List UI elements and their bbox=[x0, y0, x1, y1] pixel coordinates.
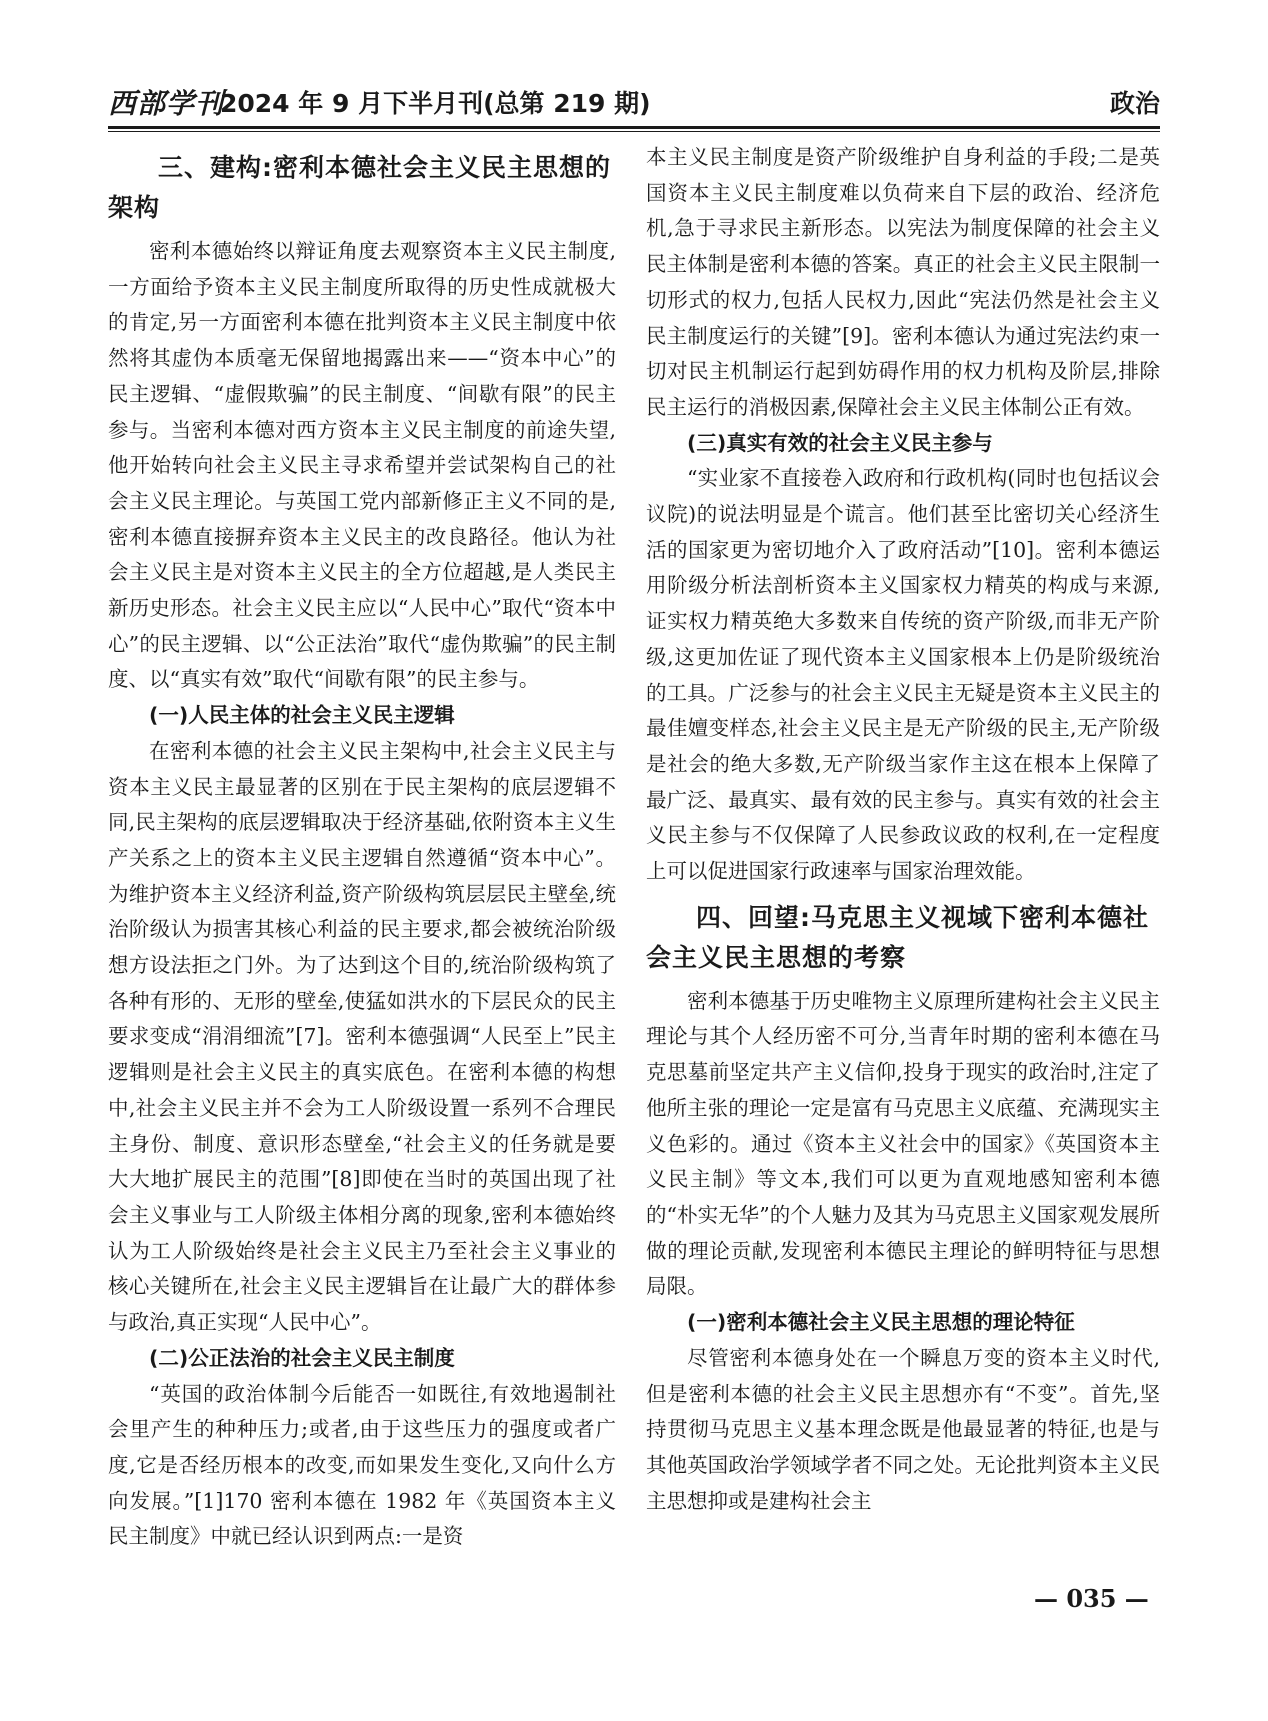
header-rule bbox=[108, 126, 1160, 129]
subsection-heading: (三)真实有效的社会主义民主参与 bbox=[687, 430, 993, 455]
right-column bbox=[646, 140, 1160, 1519]
paragraph: 在密利本德的社会主义民主架构中,社会主义民主与资本主义民主最显著的区别在于民主架构的底层逻辑不同,民主架构的底层逻辑取决于经济基础,依附资本主义生产关系之上的资本主义民主逻辑自然遵循“资本中心”。为维护资本主义经济利益,资产阶级构筑层层民主壁垒,统治阶级认为损害其核心利益的民主要求,都会被统治阶级想方设法拒之门外。为了达到这个目的,统治阶级构筑了各种有形的、无形的壁垒,使猛如洪水的下层民众的民主要求变成“涓涓细流”[7]。密利本德强调“人民至上”民主逻辑则是社会主义民主的真实底色。在密利本德的构想中,社会主义民主并不会为工人阶级设置一系列不合理民主身份、制度、意识形态壁垒,“社会主义的任务就是要大大地扩展民主的范围”[8]即使在当时的英国出现了社会主义事业与工人阶级主体相分离的现象,密利本德始终认为工人阶级始终是社会主义民主乃至社会主义事业的核心关键所在,社会主义民主逻辑旨在让最广大的群体参与政治,真正实现“人民中心”。 bbox=[108, 738, 616, 1335]
paragraph-continued: 本主义民主制度是资产阶级维护自身利益的手段;二是英国资本主义民主制度难以负荷来自下层的政治、经济危机,急于寻求民主新形态。以宪法为制度保障的社会主义民主体制是密利本德的答案。真正的社会主义民主限制一切形式的权力,包括人民权力,因此“宪法仍然是社会主义民主制度运行的关键”[9]。密利本德认为通过宪法约束一切对民主机制运行起到妨碍作用的权力机构及阶层,排除民主运行的消极因素,保障社会主义民主体制公正有效。 bbox=[646, 145, 1160, 419]
paragraph: “英国的政治体制今后能否一如既往,有效地遏制社会里产生的种种压力;或者,由于这些压力的强度或者广度,它是否经历根本的改变,而如果发生变化,又向什么方向发展。”[1]170 密利本德在 1982 年《英国资本主义民主制度》中就已经认识到两点:一是资 bbox=[108, 1381, 616, 1549]
paragraph: 尽管密利本德身处在一个瞬息万变的资本主义时代,但是密利本德的社会主义民主思想亦有“不变”。首先,坚持贯彻马克思主义基本理念既是他最显著的特征,也是与其他英国政治学领域学者不同之处。无论批判资本主义民主思想抑或是建构社会主 bbox=[646, 1345, 1160, 1513]
journal-logo: 西部学刊 bbox=[108, 87, 225, 120]
issue-info: 2024 年 9 月下半月刊(总第 219 期) bbox=[220, 89, 651, 118]
paragraph: 密利本德始终以辩证角度去观察资本主义民主制度,一方面给予资本主义民主制度所取得的历史性成就极大的肯定,另一方面密利本德在批判资本主义民主制度中依然将其虚伪本质毫无保留地揭露出来——“资本中心”的民主逻辑、“虚假欺骗”的民主制度、“间歇有限”的民主参与。当密利本德对西方资本主义民主制度的前途失望,他开始转向社会主义民主寻求希望并尝试架构自己的社会主义民主理论。与英国工党内部新修正主义不同的是,密利本德直接摒弃资本主义民主的改良路径。他认为社会主义民主是对资本主义民主的全方位超越,是人类民主新历史形态。社会主义民主应以“人民中心”取代“资本中心”的民主逻辑、以“公正法治”取代“虚伪欺骗”的民主制度、以“真实有效”取代“间歇有限”的民主参与。 bbox=[108, 239, 616, 692]
running-header bbox=[108, 86, 1160, 122]
paragraph: 密利本德基于历史唯物主义原理所建构社会主义民主理论与其个人经历密不可分,当青年时期的密利本德在马克思墓前坚定共产主义信仰,投身于现实的政治时,注定了他所主张的理论一定是富有马克思主义底蕴、充满现实主义色彩的。通过《资本主义社会中的国家》《英国资本主义民主制》等文本,我们可以更为直观地感知密利本德的“朴实无华”的个人魅力及其为马克思主义国家观发展所做的理论贡献,发现密利本德民主理论的鲜明特征与思想局限。 bbox=[646, 988, 1160, 1299]
left-column bbox=[108, 140, 616, 1555]
subsection-heading: (二)公正法治的社会主义民主制度 bbox=[149, 1345, 455, 1370]
section-heading: 四、回望:马克思主义视域下密利本德社会主义民主思想的考察 bbox=[646, 902, 1149, 972]
section-heading: 三、建构:密利本德社会主义民主思想的架构 bbox=[108, 153, 611, 222]
page-number: — 035 — bbox=[1034, 1584, 1149, 1613]
header-rule-thin bbox=[108, 131, 1160, 132]
section-label: 政治 bbox=[1109, 89, 1160, 118]
subsection-heading: (一)密利本德社会主义民主思想的理论特征 bbox=[687, 1310, 1075, 1335]
paragraph: “实业家不直接卷入政府和行政机构(同时也包括议会议院)的说法明显是个谎言。他们甚至比密切关心经济生活的国家更为密切地介入了政府活动”[10]。密利本德运用阶级分析法剖析资本主义国家权力精英的构成与来源,证实权力精英绝大多数来自传统的资产阶级,而非无产阶级,这更加佐证了现代资本主义国家根本上仍是阶级统治的工具。广泛参与的社会主义民主无疑是资本主义民主的最佳嬗变样态,社会主义民主是无产阶级的民主,无产阶级是社会的绝大多数,无产阶级当家作主这在根本上保障了最广泛、最真实、最有效的民主参与。真实有效的社会主义民主参与不仅保障了人民参政议政的权利,在一定程度上可以促进国家行政速率与国家治理效能。 bbox=[646, 466, 1160, 884]
subsection-heading: (一)人民主体的社会主义民主逻辑 bbox=[149, 703, 455, 728]
